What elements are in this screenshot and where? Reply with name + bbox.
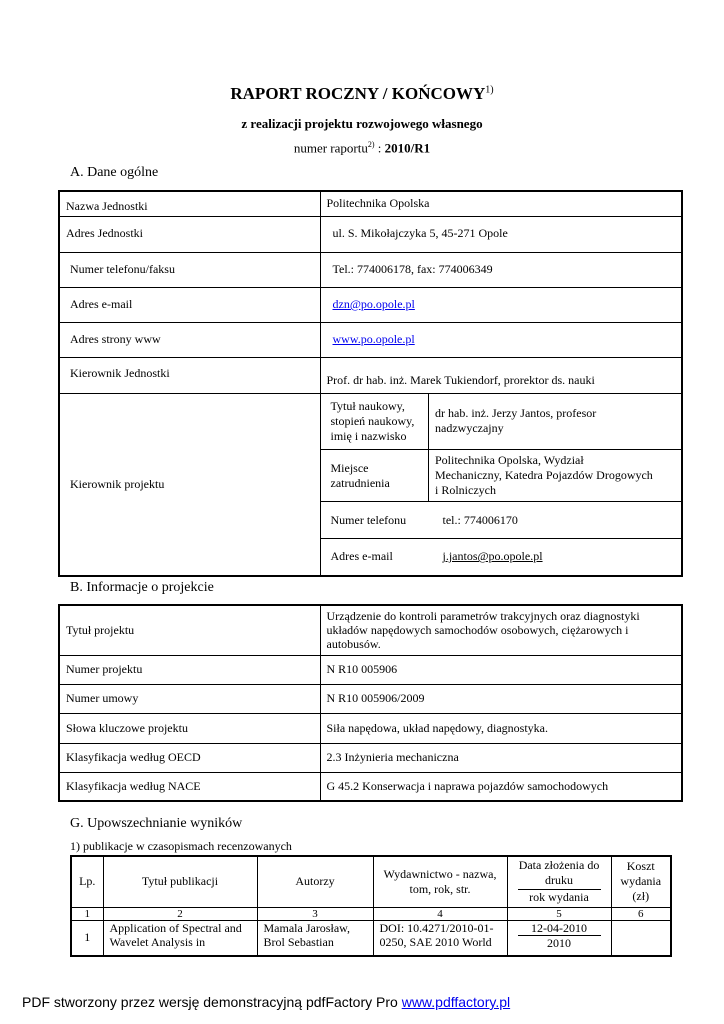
column-header: Wydawnictwo - nazwa, tom, rok, str. <box>373 856 507 907</box>
table-header-row <box>71 856 671 907</box>
column-number: 4 <box>373 907 507 920</box>
row-label: Numer telefonu/faksu <box>59 252 320 287</box>
footer-text: PDF stworzony przez wersję demonstracyjną pdfFactory Pro <box>22 994 398 1010</box>
section-a-heading: A. Dane ogólne <box>70 165 159 180</box>
row-value <box>320 322 682 357</box>
year-label: rok wydania <box>529 890 589 905</box>
column-number: 5 <box>507 907 611 920</box>
row-label: Adres e-mail <box>330 549 393 564</box>
row-value: ul. S. Mikołajczyka 5, 45-271 Opole <box>320 216 682 252</box>
table-row <box>59 216 682 252</box>
phone-row <box>321 502 682 539</box>
column-header <box>507 856 611 907</box>
report-number: numer raportu$^{2)}$ : 2010/R1 <box>293 140 431 156</box>
row-value: G 45.2 Konserwacja i naprawa pojazdów samochodowych <box>320 772 682 801</box>
pub-lp: 1 <box>71 920 103 956</box>
manager-email[interactable]: j.jantos@po.opole.pl <box>442 549 543 564</box>
pub-publisher: DOI: 10.4271/2010-01-0250, SAE 2010 World <box>373 920 507 956</box>
row-value: Urządzenie do kontroli parametrów trakcyjnych oraz diagnostyki układów napędowych samochodów osobowych, ciężarowych i autobusów. <box>320 605 682 655</box>
column-header: Lp. <box>71 856 103 907</box>
row-value: Prof. dr hab. inż. Marek Tukiendorf, prorektor ds. nauki <box>320 357 682 393</box>
website-link[interactable]: www.po.opole.pl <box>332 332 415 346</box>
row-label: Nazwa Jednostki <box>59 191 320 216</box>
row-value: dr hab. inż. Jerzy Jantos, profesor nadzwyczajny <box>429 394 682 450</box>
row-label: Adres Jednostki <box>59 216 320 252</box>
column-number: 6 <box>611 907 671 920</box>
table-row <box>321 394 682 450</box>
table-row <box>59 713 682 743</box>
pdf-footer <box>22 994 510 1010</box>
column-number: 3 <box>257 907 373 920</box>
column-header: Tytuł publikacji <box>103 856 257 907</box>
row-label: Tytuł projektu <box>59 605 320 655</box>
project-info-table <box>58 604 683 802</box>
table-row <box>59 655 682 684</box>
table-row <box>59 252 682 287</box>
row-value: Siła napędowa, układ napędowy, diagnostyka. <box>320 713 682 743</box>
section-b-heading: B. Informacje o projekcie <box>70 580 214 595</box>
row-value: Tel.: 774006178, fax: 774006349 <box>320 252 682 287</box>
column-header: Koszt wydania (zł) <box>611 856 671 907</box>
table-row <box>59 605 682 655</box>
row-label: Adres e-mail <box>59 287 320 322</box>
row-label: Numer umowy <box>59 684 320 713</box>
pub-dates <box>507 920 611 956</box>
report-subtitle: z realizacji projektu rozwojowego własnego <box>241 116 483 131</box>
column-number: 2 <box>103 907 257 920</box>
manager-cell <box>320 393 682 576</box>
row-value: N R10 005906 <box>320 655 682 684</box>
footer-link[interactable]: www.pdffactory.pl <box>401 994 511 1010</box>
row-value: tel.: 774006170 <box>442 512 518 527</box>
row-label: Adres strony www <box>59 322 320 357</box>
row-value: Politechnika Opolska, Wydział Mechaniczny, Katedra Pojazdów Drogowych i Rolniczych <box>429 450 682 502</box>
row-label: Miejsce zatrudnienia <box>321 450 429 502</box>
table-row <box>59 322 682 357</box>
section-g-heading: G. Upowszechnianie wyników <box>70 816 243 831</box>
table-row <box>59 191 682 216</box>
table-row <box>321 450 682 502</box>
row-label: Klasyfikacja według NACE <box>59 772 320 801</box>
pub-submitted: 12-04-2010 <box>518 921 601 936</box>
column-header: Autorzy <box>257 856 373 907</box>
general-data-table <box>58 190 683 577</box>
table-row <box>71 907 671 920</box>
date-submitted-label: Data złożenia do druku <box>518 858 601 890</box>
row-value <box>320 287 682 322</box>
publications-table <box>70 855 672 957</box>
table-row <box>71 920 671 956</box>
column-number: 1 <box>71 907 103 920</box>
table-row <box>321 502 682 539</box>
table-row <box>321 539 682 575</box>
row-label: Kierownik projektu <box>59 393 320 576</box>
pub-authors: Mamala Jarosław, Brol Sebastian <box>257 920 373 956</box>
row-label: Klasyfikacja według OECD <box>59 743 320 772</box>
row-label: Kierownik Jednostki <box>59 357 320 393</box>
table-row <box>59 684 682 713</box>
table-row <box>59 743 682 772</box>
pub-title: Application of Spectral and Wavelet Analysis in <box>103 920 257 956</box>
pub-year: 2010 <box>547 935 571 950</box>
row-value: 2.3 Inżynieria mechaniczna <box>320 743 682 772</box>
row-value: Politechnika Opolska <box>320 191 682 216</box>
row-label: Numer projektu <box>59 655 320 684</box>
publications-subheading: 1) publikacje w czasopismach recenzowanych <box>70 839 292 853</box>
table-row <box>59 357 682 393</box>
table-row <box>59 393 682 576</box>
row-label: Słowa kluczowe projektu <box>59 713 320 743</box>
row-label: Numer telefonu <box>330 512 407 527</box>
email-row <box>321 539 682 575</box>
row-value: N R10 005906/2009 <box>320 684 682 713</box>
report-title: RAPORT ROCZNY / KOŃCOWY$^{1)}$ <box>230 84 494 103</box>
table-row <box>59 287 682 322</box>
table-row <box>59 772 682 801</box>
pub-cost <box>611 920 671 956</box>
email-link[interactable]: dzn@po.opole.pl <box>332 297 415 311</box>
row-label: Tytuł naukowy, stopień naukowy, imię i nazwisko <box>321 394 429 450</box>
manager-table <box>321 394 682 575</box>
